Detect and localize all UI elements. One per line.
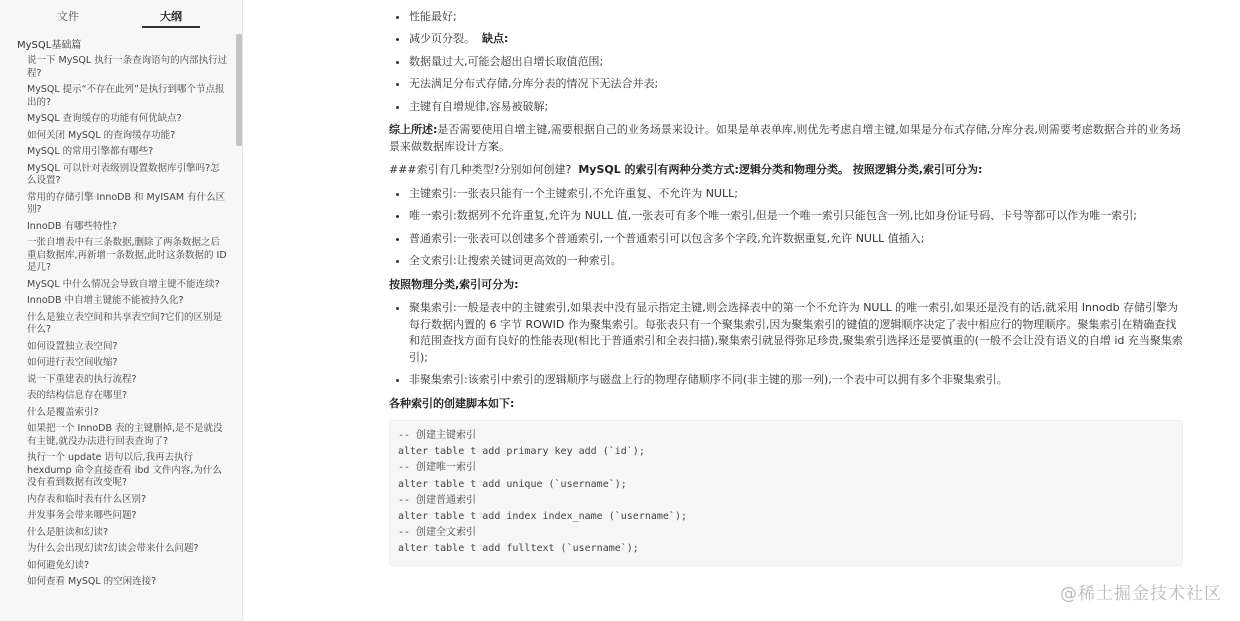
code-line: alter table t add unique (`username`); [398, 478, 627, 490]
list-item: • 主键索引:一张表只能有一个主键索引,不允许重复、不允许为 NULL; [409, 186, 1183, 203]
outline-item[interactable]: 常用的存储引擎 InnoDB 和 MyISAM 有什么区别? [27, 191, 226, 215]
list-item: • 无法满足分布式存储,分库分表的情况下无法合并表; [409, 76, 1183, 93]
code-line: alter table t add fulltext (`username`); [398, 543, 639, 555]
physical-heading [389, 277, 1183, 294]
outline-list [0, 39, 234, 593]
outline-item[interactable]: MySQL 可以针对表级别设置数据库引擎吗?怎么设置? [27, 162, 220, 186]
code-line: alter table t add primary key add (`id`); [398, 446, 645, 458]
code-line: -- 创建主键索引 [398, 430, 477, 441]
list-item-text: 减少页分裂。 [409, 32, 475, 45]
outline-item[interactable]: 说一下 MySQL 执行一条查询语句的内部执行过程? [27, 55, 228, 79]
list-item: • 非聚集索引:该索引中索引的逻辑顺序与磁盘上行的物理存储顺序不同(非主键的那一列),一个表中可以拥有多个非聚集索引。 [409, 372, 1183, 389]
list-item: • 普通索引:一张表可以创建多个普通索引,一个普通索引可以包含多个字段,允许数据重复,允许 NULL 值插入; [409, 231, 1183, 248]
list-item: • 聚集索引:一般是表中的主键索引,如果表中没有显示指定主键,则会选择表中的第一个不允许为 NULL 的唯一索引,如果还是没有的话,就采用 Innodb 存储引擎为每行数据内置的 6 字节 ROWID 作为聚集索引。每张表只有一个聚集索引,因为聚集索引的键值的逻辑顺序决定了表中相应行的物理顺序。聚集索引在精确查找和范围查找方面有良好的性能表现(相比于普通索引和全表扫描),聚集索引就显得弥足珍贵,聚集索引选择还是要慎重的(一般不会让没有语义的自增 id 充当聚集索引); [409, 300, 1183, 366]
outline-root-item[interactable]: MySQL基础篇 [17, 40, 82, 51]
outline-item[interactable]: InnoDB 中自增主键能不能被持久化? [27, 295, 184, 306]
summary-paragraph [389, 122, 1183, 155]
tab-outline[interactable]: 大纲 [160, 10, 182, 23]
question-prefix: ###索引有几种类型?分别如何创建? [389, 163, 572, 176]
outline-item[interactable]: 为什么会出现幻读?幻读会带来什么问题? [27, 543, 199, 554]
tab-files[interactable]: 文件 [57, 10, 79, 23]
list-item: • 唯一索引:数据列不允许重复,允许为 NULL 值,一张表可有多个唯一索引,但是一个唯一索引只能包含一列,比如身份证号码、卡号等都可以作为唯一索引; [409, 208, 1183, 225]
outline-item[interactable]: MySQL 的常用引擎都有哪些? [27, 146, 154, 157]
list-item [409, 0, 1183, 3]
outline-item[interactable]: MySQL 查询缓存的功能有何优缺点? [27, 113, 182, 124]
outline-item[interactable]: 并发事务会带来哪些问题? [27, 510, 137, 521]
code-block[interactable] [389, 420, 1183, 566]
scripts-heading [389, 396, 1183, 413]
document-view [243, 0, 1240, 621]
code-line: -- 创建全文索引 [398, 527, 477, 539]
outline-item[interactable]: MySQL 中什么情况会导致自增主键不能连续? [27, 278, 220, 290]
outline-item[interactable]: 什么是脏读和幻读? [27, 526, 109, 538]
outline-item[interactable]: 一张自增表中有三条数据,删除了两条数据之后重启数据库,再新增一条数据,此时这条数据的 ID 是几? [27, 237, 227, 273]
outline-item[interactable]: 如何查看 MySQL 的空闲连接? [27, 576, 157, 587]
outline-item[interactable]: 什么是覆盖索引? [27, 406, 99, 418]
advantages-list [389, 0, 1183, 115]
list-item [409, 31, 1183, 48]
summary-label: 综上所述: [389, 123, 438, 136]
logical-index-list [389, 186, 1183, 270]
physical-index-list [389, 300, 1183, 389]
list-item: • 数据量过大,可能会超出自增长取值范围; [409, 54, 1183, 71]
code-line: -- 创建普通索引 [398, 494, 477, 506]
outline-item[interactable]: 如何关闭 MySQL 的查询缓存功能? [27, 129, 176, 141]
outline-item[interactable]: 如何避免幻读? [27, 559, 90, 571]
list-item: • 全文索引:让搜索关键词更高效的一种索引。 [409, 253, 1183, 270]
outline-item[interactable]: 如果把一个 InnoDB 表的主键删掉,是不是就没有主键,就没办法进行回表查询了? [27, 423, 223, 447]
outline-item[interactable]: 如何进行表空间收缩? [27, 357, 118, 368]
index-question-paragraph [389, 162, 1183, 179]
outline-item[interactable]: 如何设置独立表空间? [27, 340, 118, 352]
sidebar-tabs [0, 0, 242, 32]
code-line: -- 创建唯一索引 [398, 462, 477, 474]
outline-item[interactable]: 表的结构信息存在哪里? [27, 390, 128, 401]
list-item: • 主键有自增规律,容易被破解; [409, 99, 1183, 116]
outline-item[interactable]: 内存表和临时表有什么区别? [27, 493, 147, 505]
active-tab-indicator [142, 26, 200, 28]
outline-item[interactable]: 什么是独立表空间和共享表空间?它们的区别是什么? [27, 311, 223, 335]
document-content [389, 0, 1183, 566]
scripts-heading-text: 各种索引的创建脚本如下: [389, 396, 515, 410]
outline-item[interactable]: InnoDB 有哪些特性? [27, 220, 118, 232]
physical-heading-text: 按照物理分类,索引可分为: [389, 277, 519, 291]
watermark: @稀土掘金技术社区 [1060, 584, 1222, 604]
question-bold: MySQL 的索引有两种分类方式:逻辑分类和物理分类。 按照逻辑分类,索引可分为: [578, 163, 983, 176]
outline-item[interactable]: 说一下重建表的执行流程? [27, 373, 137, 385]
list-item: • 性能最好; [409, 9, 1183, 26]
outline-item[interactable]: MySQL 提示“不存在此列”是执行到哪个节点报出的? [27, 84, 225, 108]
cons-label: 缺点: [482, 32, 509, 45]
code-line: alter table t add index index_name (`username`); [398, 511, 687, 523]
outline-sidebar [0, 0, 243, 621]
sidebar-scrollbar[interactable] [236, 34, 242, 146]
outline-item[interactable]: 执行一个 update 语句以后,我再去执行 hexdump 命令直接查看 ibd 文件内容,为什么没有看到数据有改变呢? [27, 452, 222, 488]
summary-text: 是否需要使用自增主键,需要根据自己的业务场景来设计。如果是单表单库,则优先考虑自增主键,如果是分布式存储,分库分表,则需要考虑数据合并的业务场景来做数据库设计方案。 [389, 123, 1181, 153]
